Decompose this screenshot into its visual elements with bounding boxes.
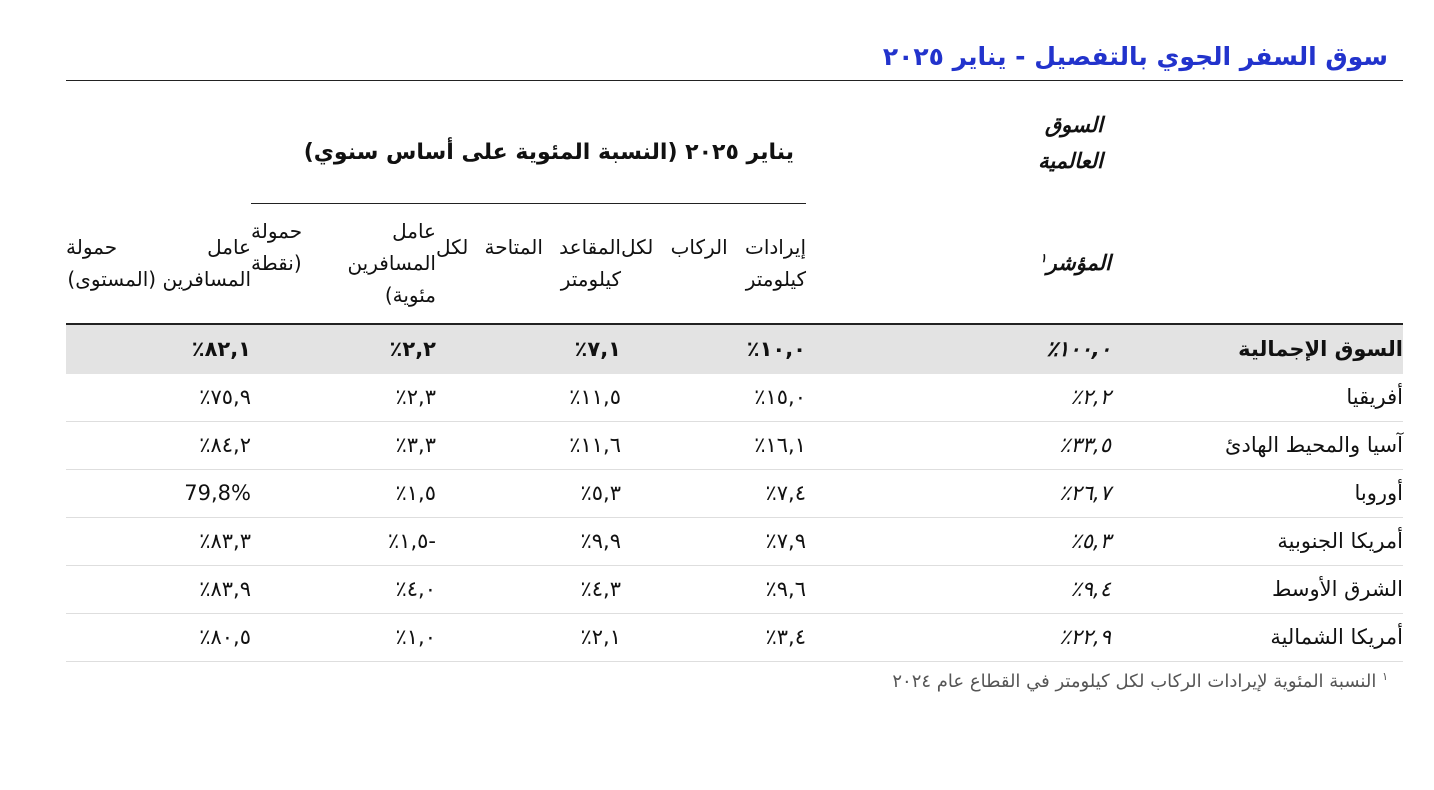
air-travel-market-table [66,82,1403,662]
plf-points-cell: ٢,٢٪ [251,324,436,374]
ask-cell: ٤,٣٪ [436,565,621,613]
plf-level-cell: 79,8% [66,469,251,517]
indicator-footnote-mark: ١ [1040,251,1047,265]
footnote-text: النسبة المئوية لإيرادات الركاب لكل كيلومتر في القطاع عام ٢٠٢٤ [892,671,1377,692]
market-header-line1: السوق [1044,112,1103,137]
plf-points-cell: -١,٥٪ [251,517,436,565]
footnote [892,670,1388,692]
plf-points-cell: ٣,٣٪ [251,421,436,469]
table-row [66,374,1403,422]
market-header [806,82,1111,203]
share-cell: ٩,٤٪ [806,565,1111,613]
plf-level-cell: ٨٤,٢٪ [66,421,251,469]
plf-level-cell: ٨٣,٩٪ [66,565,251,613]
rpk-cell: ١٠,٠٪ [621,324,806,374]
title-divider [66,80,1403,81]
ask-cell: ٩,٩٪ [436,517,621,565]
footnote-mark: ١ [1382,670,1388,683]
plf-level-cell: ٨٣,٣٪ [66,517,251,565]
plf-points-cell: ١,٥٪ [251,469,436,517]
rpk-cell: ٩,٦٪ [621,565,806,613]
ask-cell: ١١,٦٪ [436,421,621,469]
col-header-plf-level: عامل حمولة المسافرين (المستوى) [66,204,251,324]
period-header: يناير ٢٠٢٥ (النسبة المئوية على أساس سنوي) [303,140,794,165]
ask-cell: ٢,١٪ [436,613,621,661]
page-title: سوق السفر الجوي بالتفصيل - يناير ٢٠٢٥ [882,42,1388,71]
table-row [66,565,1403,613]
share-cell: ٥,٣٪ [806,517,1111,565]
share-cell: ٣٣,٥٪ [806,421,1111,469]
region-cell: أوروبا [1111,469,1403,517]
region-cell: السوق الإجمالية [1111,324,1403,374]
table-row [66,613,1403,661]
region-cell: الشرق الأوسط [1111,565,1403,613]
indicator-header [806,204,1111,324]
rpk-cell: ١٦,١٪ [621,421,806,469]
rpk-cell: ٧,٩٪ [621,517,806,565]
col-header-plf-points: عامل حمولة المسافرين (نقطة مئوية) [251,204,436,324]
share-cell: ٢٦,٧٪ [806,469,1111,517]
rpk-cell: ٣,٤٪ [621,613,806,661]
col-header-rpk: إيرادات الركاب لكل كيلومتر [621,204,806,324]
plf-points-cell: ٢,٣٪ [251,374,436,422]
table-row [66,517,1403,565]
indicator-label: المؤشر [1046,251,1111,275]
table-row-total [66,324,1403,374]
plf-points-cell: ١,٠٪ [251,613,436,661]
region-cell: أفريقيا [1111,374,1403,422]
ask-cell: ٧,١٪ [436,324,621,374]
share-cell: ٢٢,٩٪ [806,613,1111,661]
region-cell: أمريكا الشمالية [1111,613,1403,661]
table-row [66,469,1403,517]
rpk-cell: ٧,٤٪ [621,469,806,517]
market-header-line2: العالمية [1038,148,1103,173]
rpk-cell: ١٥,٠٪ [621,374,806,422]
share-cell: ٢,٢٪ [806,374,1111,422]
ask-cell: ١١,٥٪ [436,374,621,422]
table-row [66,421,1403,469]
plf-level-cell: ٧٥,٩٪ [66,374,251,422]
plf-points-cell: ٤,٠٪ [251,565,436,613]
plf-level-cell: ٨٢,١٪ [66,324,251,374]
plf-level-cell: ٨٠,٥٪ [66,613,251,661]
share-cell: ١٠٠,٠٪ [806,324,1111,374]
region-cell: آسيا والمحيط الهادئ [1111,421,1403,469]
ask-cell: ٥,٣٪ [436,469,621,517]
col-header-ask: المقاعد المتاحة لكل كيلومتر [436,204,621,324]
region-cell: أمريكا الجنوبية [1111,517,1403,565]
